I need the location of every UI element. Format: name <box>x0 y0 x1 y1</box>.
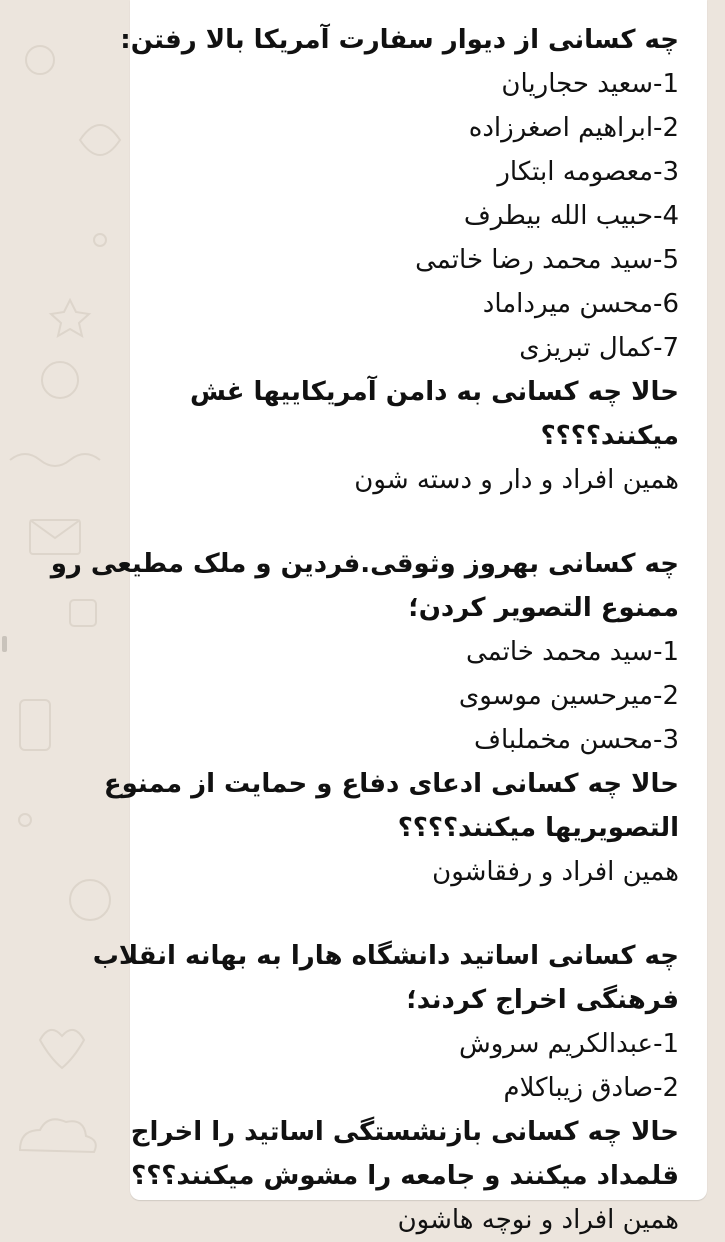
question-line: حالا چه کسانی ادعای دفاع و حمایت از ممنوع <box>103 769 679 799</box>
doodle-dot-icon <box>94 234 106 246</box>
list-item: 3-معصومه ابتکار <box>497 157 679 187</box>
question-line: میکنند؟؟؟؟ <box>540 421 679 451</box>
question-line: التصویریها میکنند؟؟؟؟ <box>397 813 679 843</box>
doodle-box-icon <box>70 600 96 626</box>
list-item: 4-حبیب الله بیطرف <box>463 201 679 231</box>
doodle-star-icon <box>51 300 89 336</box>
list-item: 3-محسن مخملباف <box>474 725 679 755</box>
list-item: 7-کمال تبریزی <box>519 333 679 363</box>
paragraph-gap <box>134 894 679 934</box>
question-line: حالا چه کسانی بازنشستگی اساتید را اخراج <box>130 1117 679 1147</box>
list-item: 2-ابراهیم اصغرزاده <box>468 113 679 143</box>
answer-line: همین افراد و نوچه هاشون <box>397 1205 679 1235</box>
scroll-indicator[interactable] <box>2 636 7 652</box>
doodle-leaf-icon <box>80 125 120 155</box>
doodle-wave-icon <box>10 454 100 466</box>
doodle-cloud-icon <box>20 1119 96 1152</box>
doodle-clock-icon <box>70 880 110 920</box>
question-line: چه کسانی از دیوار سفارت آمریکا بالا رفتن: <box>120 25 679 55</box>
doodle-circle-icon <box>26 46 54 74</box>
doodle-compass-icon <box>42 362 78 398</box>
list-item: 6-محسن میرداماد <box>482 289 679 319</box>
message-bubble[interactable] <box>50 0 707 1235</box>
doodle-envelope-flap-icon <box>30 520 80 538</box>
doodle-heart-icon <box>40 1030 84 1068</box>
question-line: ممنوع التصویر کردن؛ <box>408 593 679 623</box>
list-item: 2-صادق زیباکلام <box>503 1073 679 1103</box>
question-line: قلمداد میکنند و جامعه را مشوش میکنند؟؟؟ <box>131 1161 679 1191</box>
list-item: 5-سید محمد رضا خاتمی <box>415 245 679 275</box>
question-line: چه کسانی بهروز وثوقی.فردین و ملک مطیعی رو <box>50 549 679 579</box>
question-line: حالا چه کسانی به دامن آمریکاییها غش <box>189 377 679 407</box>
paragraph-gap <box>134 502 679 542</box>
list-item: 1-عبدالکریم سروش <box>458 1029 679 1059</box>
message-text <box>50 18 679 1242</box>
question-line: فرهنگی اخراج کردند؛ <box>406 985 679 1015</box>
answer-line: همین افراد و رفقاشون <box>432 857 679 887</box>
doodle-phone-icon <box>20 700 50 750</box>
doodle-dot-icon <box>19 814 31 826</box>
list-item: 1-سعید حجاریان <box>501 69 679 99</box>
list-item: 1-سید محمد خاتمی <box>465 637 679 667</box>
list-item: 2-میرحسین موسوی <box>458 681 679 711</box>
answer-line: همین افراد و دار و دسته شون <box>354 465 679 495</box>
question-line: چه کسانی اساتید دانشگاه هارا به بهانه انقلاب <box>92 941 679 971</box>
